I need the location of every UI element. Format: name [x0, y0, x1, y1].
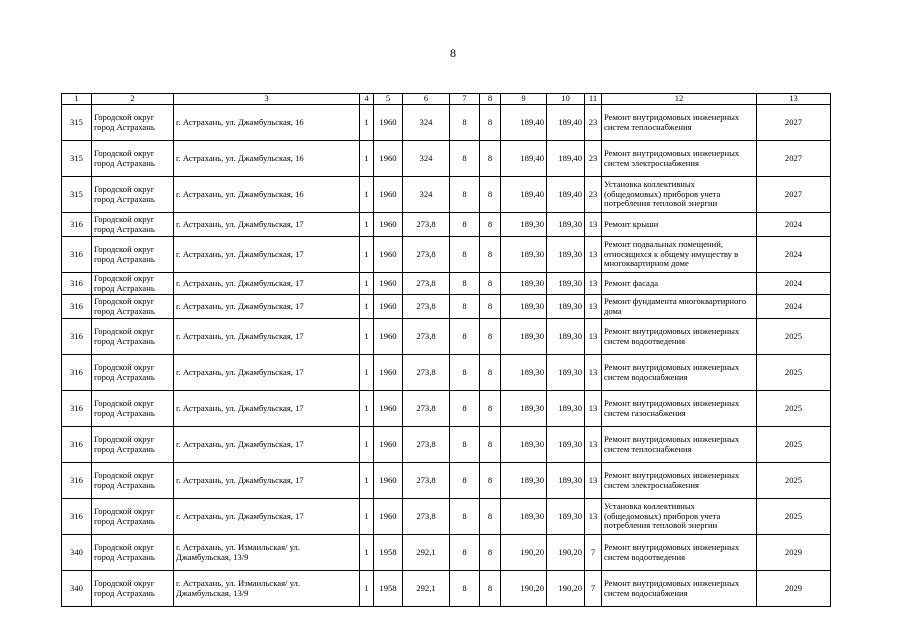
cell-col-11: 7	[585, 535, 602, 571]
cell-col-8: 8	[480, 535, 501, 571]
cell-year-built: 1960	[374, 427, 403, 463]
cell-work-type: Ремонт внутридомовых инженерных систем электроснабжения	[602, 463, 757, 499]
cell-cost-1: 189,30	[501, 295, 547, 319]
cell-cost-2: 190,20	[547, 535, 585, 571]
cell-address: г. Астрахань, ул. Джамбульская, 17	[174, 463, 360, 499]
cell-year-built: 1960	[374, 463, 403, 499]
column-number-6: 6	[403, 94, 450, 105]
cell-col-7: 8	[450, 295, 480, 319]
cell-col-8: 8	[480, 499, 501, 535]
cell-area: 324	[403, 177, 450, 213]
cell-cost-2: 189,30	[547, 237, 585, 273]
cell-address: г. Астрахань, ул. Джамбульская, 17	[174, 213, 360, 237]
cell-floors: 1	[360, 355, 374, 391]
cell-address: г. Астрахань, ул. Джамбульская, 17	[174, 273, 360, 295]
cell-planned-year: 2024	[757, 295, 831, 319]
cell-year-built: 1960	[374, 177, 403, 213]
cell-municipality: Городской округ город Астрахань	[92, 141, 174, 177]
cell-work-type: Установка коллективных (общедомовых) приборов учета потребления тепловой энергии	[602, 177, 757, 213]
cell-col-8: 8	[480, 273, 501, 295]
cell-area: 292,1	[403, 535, 450, 571]
cell-work-type: Ремонт внутридомовых инженерных систем водоснабжения	[602, 571, 757, 607]
cell-cost-2: 189,30	[547, 355, 585, 391]
cell-record-number: 316	[62, 427, 92, 463]
cell-record-number: 316	[62, 319, 92, 355]
cell-cost-1: 189,40	[501, 177, 547, 213]
cell-col-7: 8	[450, 571, 480, 607]
cell-planned-year: 2025	[757, 355, 831, 391]
cell-work-type: Ремонт внутридомовых инженерных систем теплоснабжения	[602, 427, 757, 463]
cell-record-number: 316	[62, 463, 92, 499]
cell-cost-1: 189,40	[501, 105, 547, 141]
cell-floors: 1	[360, 391, 374, 427]
cell-municipality: Городской округ город Астрахань	[92, 295, 174, 319]
cell-record-number: 340	[62, 571, 92, 607]
cell-cost-2: 189,30	[547, 427, 585, 463]
cell-col-11: 7	[585, 571, 602, 607]
cell-area: 273,8	[403, 463, 450, 499]
table-row	[62, 319, 831, 355]
table-row	[62, 105, 831, 141]
cell-planned-year: 2025	[757, 319, 831, 355]
cell-cost-1: 189,30	[501, 273, 547, 295]
cell-year-built: 1960	[374, 237, 403, 273]
cell-record-number: 316	[62, 295, 92, 319]
cell-area: 273,8	[403, 237, 450, 273]
cell-col-11: 13	[585, 427, 602, 463]
cell-year-built: 1960	[374, 273, 403, 295]
cell-col-7: 8	[450, 499, 480, 535]
cell-floors: 1	[360, 141, 374, 177]
cell-area: 273,8	[403, 427, 450, 463]
column-number-2: 2	[92, 94, 174, 105]
cell-address: г. Астрахань, ул. Джамбульская, 16	[174, 105, 360, 141]
cell-col-7: 8	[450, 273, 480, 295]
cell-planned-year: 2027	[757, 177, 831, 213]
cell-planned-year: 2025	[757, 427, 831, 463]
cell-record-number: 316	[62, 391, 92, 427]
cell-address: г. Астрахань, ул. Измаильская/ ул. Джамбульская, 13/9	[174, 571, 360, 607]
cell-floors: 1	[360, 213, 374, 237]
cell-cost-1: 189,30	[501, 319, 547, 355]
table-body	[62, 105, 831, 607]
cell-cost-2: 189,30	[547, 463, 585, 499]
cell-area: 273,8	[403, 499, 450, 535]
cell-work-type: Ремонт подвальных помещений, относящихся к общему имуществу в многоквартирном доме	[602, 237, 757, 273]
column-number-1: 1	[62, 94, 92, 105]
cell-municipality: Городской округ город Астрахань	[92, 535, 174, 571]
cell-municipality: Городской округ город Астрахань	[92, 177, 174, 213]
cell-address: г. Астрахань, ул. Измаильская/ ул. Джамбульская, 13/9	[174, 535, 360, 571]
table-row	[62, 391, 831, 427]
cell-planned-year: 2024	[757, 273, 831, 295]
table-row	[62, 355, 831, 391]
cell-col-11: 23	[585, 141, 602, 177]
cell-work-type: Ремонт фасада	[602, 273, 757, 295]
cell-planned-year: 2024	[757, 213, 831, 237]
cell-year-built: 1960	[374, 141, 403, 177]
table-row	[62, 571, 831, 607]
cell-work-type: Ремонт внутридомовых инженерных систем газоснабжения	[602, 391, 757, 427]
cell-cost-2: 189,30	[547, 499, 585, 535]
cell-address: г. Астрахань, ул. Джамбульская, 17	[174, 295, 360, 319]
cell-record-number: 316	[62, 213, 92, 237]
cell-floors: 1	[360, 295, 374, 319]
cell-cost-2: 189,40	[547, 177, 585, 213]
cell-cost-2: 190,20	[547, 571, 585, 607]
cell-col-8: 8	[480, 319, 501, 355]
cell-municipality: Городской округ город Астрахань	[92, 105, 174, 141]
cell-floors: 1	[360, 427, 374, 463]
cell-address: г. Астрахань, ул. Джамбульская, 17	[174, 499, 360, 535]
cell-municipality: Городской округ город Астрахань	[92, 571, 174, 607]
cell-col-8: 8	[480, 237, 501, 273]
cell-area: 324	[403, 105, 450, 141]
cell-col-8: 8	[480, 177, 501, 213]
cell-year-built: 1958	[374, 571, 403, 607]
cell-col-8: 8	[480, 427, 501, 463]
cell-municipality: Городской округ город Астрахань	[92, 355, 174, 391]
cell-col-8: 8	[480, 463, 501, 499]
cell-col-7: 8	[450, 463, 480, 499]
cell-cost-1: 189,30	[501, 463, 547, 499]
cell-record-number: 316	[62, 237, 92, 273]
cell-col-8: 8	[480, 391, 501, 427]
cell-record-number: 316	[62, 273, 92, 295]
cell-floors: 1	[360, 105, 374, 141]
cell-col-7: 8	[450, 427, 480, 463]
cell-record-number: 316	[62, 499, 92, 535]
cell-municipality: Городской округ город Астрахань	[92, 427, 174, 463]
cell-address: г. Астрахань, ул. Джамбульская, 17	[174, 427, 360, 463]
cell-floors: 1	[360, 463, 374, 499]
cell-record-number: 340	[62, 535, 92, 571]
cell-work-type: Установка коллективных (общедомовых) приборов учета потребления тепловой энергии	[602, 499, 757, 535]
cell-area: 273,8	[403, 213, 450, 237]
table-row	[62, 463, 831, 499]
column-number-7: 7	[450, 94, 480, 105]
table-row	[62, 427, 831, 463]
cell-col-7: 8	[450, 391, 480, 427]
column-number-5: 5	[374, 94, 403, 105]
cell-record-number: 315	[62, 105, 92, 141]
cell-cost-2: 189,30	[547, 295, 585, 319]
cell-cost-1: 189,30	[501, 213, 547, 237]
cell-cost-1: 189,30	[501, 237, 547, 273]
cell-cost-1: 189,40	[501, 141, 547, 177]
cell-cost-1: 189,30	[501, 391, 547, 427]
cell-col-7: 8	[450, 213, 480, 237]
cell-year-built: 1960	[374, 213, 403, 237]
cell-work-type: Ремонт внутридомовых инженерных систем теплоснабжения	[602, 105, 757, 141]
column-number-11: 11	[585, 94, 602, 105]
cell-col-11: 23	[585, 177, 602, 213]
cell-year-built: 1960	[374, 319, 403, 355]
cell-planned-year: 2027	[757, 105, 831, 141]
cell-area: 292,1	[403, 571, 450, 607]
cell-col-11: 13	[585, 319, 602, 355]
cell-floors: 1	[360, 177, 374, 213]
cell-col-8: 8	[480, 295, 501, 319]
cell-municipality: Городской округ город Астрахань	[92, 391, 174, 427]
page-number: 8	[450, 46, 456, 60]
cell-cost-1: 190,20	[501, 535, 547, 571]
cell-col-11: 13	[585, 273, 602, 295]
cell-col-11: 13	[585, 237, 602, 273]
cell-cost-2: 189,40	[547, 105, 585, 141]
cell-municipality: Городской округ город Астрахань	[92, 273, 174, 295]
cell-col-7: 8	[450, 319, 480, 355]
cell-col-8: 8	[480, 355, 501, 391]
cell-col-11: 13	[585, 355, 602, 391]
cell-address: г. Астрахань, ул. Джамбульская, 17	[174, 355, 360, 391]
cell-col-7: 8	[450, 141, 480, 177]
column-number-row	[62, 94, 831, 105]
cell-address: г. Астрахань, ул. Джамбульская, 17	[174, 391, 360, 427]
cell-year-built: 1960	[374, 355, 403, 391]
cell-col-8: 8	[480, 141, 501, 177]
cell-floors: 1	[360, 499, 374, 535]
cell-floors: 1	[360, 237, 374, 273]
cell-record-number: 315	[62, 177, 92, 213]
cell-area: 273,8	[403, 295, 450, 319]
cell-year-built: 1960	[374, 105, 403, 141]
cell-year-built: 1960	[374, 295, 403, 319]
cell-address: г. Астрахань, ул. Джамбульская, 17	[174, 319, 360, 355]
cell-area: 273,8	[403, 273, 450, 295]
column-number-12: 12	[602, 94, 757, 105]
cell-municipality: Городской округ город Астрахань	[92, 319, 174, 355]
cell-col-7: 8	[450, 535, 480, 571]
cell-planned-year: 2029	[757, 571, 831, 607]
table-row	[62, 141, 831, 177]
cell-col-11: 13	[585, 295, 602, 319]
table-row	[62, 213, 831, 237]
cell-floors: 1	[360, 535, 374, 571]
cell-col-11: 13	[585, 499, 602, 535]
table-row	[62, 295, 831, 319]
cell-col-8: 8	[480, 571, 501, 607]
cell-work-type: Ремонт внутридомовых инженерных систем водоотведения	[602, 319, 757, 355]
column-number-4: 4	[360, 94, 374, 105]
repair-schedule-table	[61, 93, 831, 607]
cell-year-built: 1960	[374, 391, 403, 427]
cell-col-7: 8	[450, 237, 480, 273]
cell-floors: 1	[360, 571, 374, 607]
cell-floors: 1	[360, 319, 374, 355]
cell-record-number: 316	[62, 355, 92, 391]
cell-planned-year: 2029	[757, 535, 831, 571]
cell-cost-1: 190,20	[501, 571, 547, 607]
cell-area: 273,8	[403, 391, 450, 427]
cell-year-built: 1960	[374, 499, 403, 535]
table-row	[62, 177, 831, 213]
column-number-8: 8	[480, 94, 501, 105]
cell-col-8: 8	[480, 105, 501, 141]
cell-planned-year: 2024	[757, 237, 831, 273]
cell-year-built: 1958	[374, 535, 403, 571]
cell-area: 273,8	[403, 355, 450, 391]
cell-col-8: 8	[480, 213, 501, 237]
cell-col-7: 8	[450, 177, 480, 213]
table-row	[62, 535, 831, 571]
cell-area: 324	[403, 141, 450, 177]
cell-work-type: Ремонт фундамента многоквартирного дома	[602, 295, 757, 319]
cell-municipality: Городской округ город Астрахань	[92, 499, 174, 535]
cell-municipality: Городской округ город Астрахань	[92, 237, 174, 273]
cell-col-11: 13	[585, 391, 602, 427]
cell-floors: 1	[360, 273, 374, 295]
cell-planned-year: 2027	[757, 141, 831, 177]
cell-work-type: Ремонт внутридомовых инженерных систем водоснабжения	[602, 355, 757, 391]
cell-cost-1: 189,30	[501, 499, 547, 535]
cell-address: г. Астрахань, ул. Джамбульская, 16	[174, 141, 360, 177]
cell-col-11: 23	[585, 105, 602, 141]
column-number-13: 13	[757, 94, 831, 105]
cell-planned-year: 2025	[757, 391, 831, 427]
cell-cost-1: 189,30	[501, 355, 547, 391]
column-number-3: 3	[174, 94, 360, 105]
cell-work-type: Ремонт внутридомовых инженерных систем электроснабжения	[602, 141, 757, 177]
table-row	[62, 499, 831, 535]
column-number-9: 9	[501, 94, 547, 105]
cell-cost-2: 189,30	[547, 319, 585, 355]
cell-col-11: 13	[585, 213, 602, 237]
cell-planned-year: 2025	[757, 463, 831, 499]
column-number-10: 10	[547, 94, 585, 105]
cell-work-type: Ремонт крыши	[602, 213, 757, 237]
cell-cost-2: 189,30	[547, 391, 585, 427]
cell-municipality: Городской округ город Астрахань	[92, 213, 174, 237]
cell-address: г. Астрахань, ул. Джамбульская, 16	[174, 177, 360, 213]
cell-cost-2: 189,30	[547, 213, 585, 237]
cell-cost-2: 189,40	[547, 141, 585, 177]
cell-address: г. Астрахань, ул. Джамбульская, 17	[174, 237, 360, 273]
cell-planned-year: 2025	[757, 499, 831, 535]
table-row	[62, 273, 831, 295]
cell-work-type: Ремонт внутридомовых инженерных систем водоотведения	[602, 535, 757, 571]
cell-col-7: 8	[450, 355, 480, 391]
cell-area: 273,8	[403, 319, 450, 355]
cell-col-7: 8	[450, 105, 480, 141]
cell-record-number: 315	[62, 141, 92, 177]
cell-cost-2: 189,30	[547, 273, 585, 295]
cell-cost-1: 189,30	[501, 427, 547, 463]
table-row	[62, 237, 831, 273]
cell-col-11: 13	[585, 463, 602, 499]
cell-municipality: Городской округ город Астрахань	[92, 463, 174, 499]
